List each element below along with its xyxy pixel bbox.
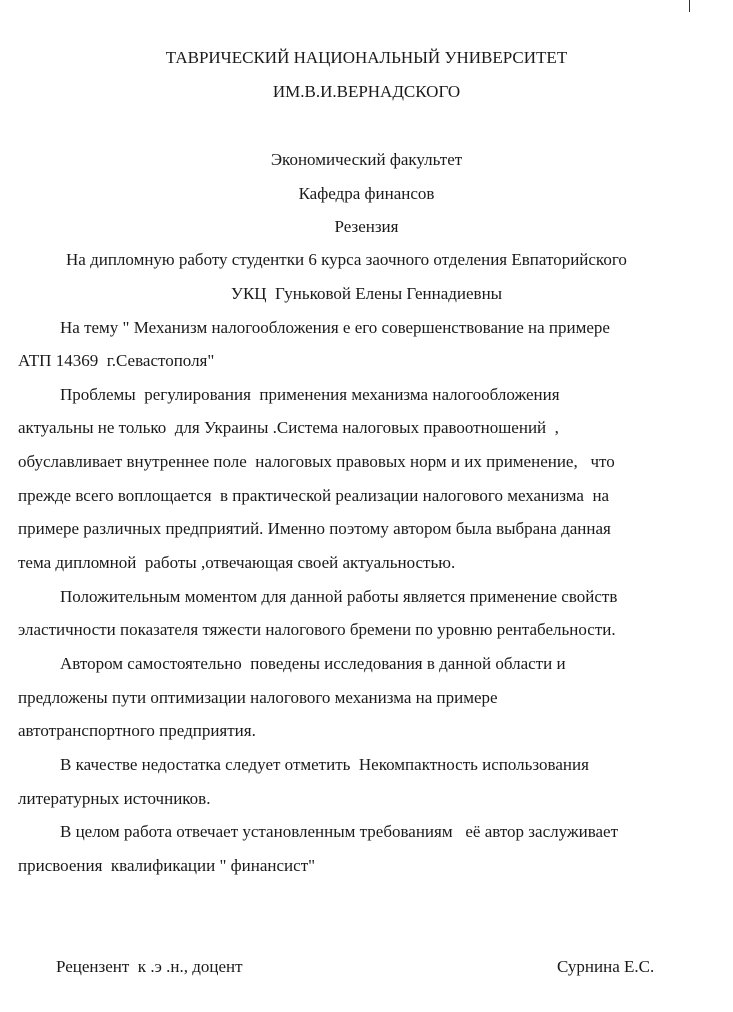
paragraph-line: Положительным моментом для данной работы является применение свойств [60, 587, 618, 606]
paragraph-line: присвоения квалификации " финансист" [18, 856, 316, 875]
paragraph-line: эластичности показателя тяжести налогового бремени по уровню рентабельности. [18, 620, 616, 639]
paragraph-line: Проблемы регулирования применения механизма налогообложения [60, 385, 560, 404]
university-name-continued: ИМ.В.И.ВЕРНАДСКОГО [272, 82, 461, 101]
paragraph-line: обуславливает внутреннее поле налоговых правовых норм и их применение, что [18, 452, 615, 471]
paragraph-line: В качестве недостатка следует отметить Некомпактность использования [60, 755, 589, 774]
paragraph-line: примере различных предприятий. Именно поэтому автором была выбрана данная [18, 519, 611, 538]
subject-line: На дипломную работу студентки 6 курса заочного отделения Евпаторийского [66, 250, 627, 269]
page-edge-mark [689, 0, 690, 12]
paragraph-line: предложены пути оптимизации налогового механизма на примере [18, 688, 498, 707]
reviewer-title: Рецензент к .э .н., доцент [56, 957, 243, 976]
topic-line-continued: АТП 14369 г.Севастополя" [18, 351, 215, 370]
topic-line: На тему " Механизм налогообложения е его совершенствование на примере [60, 318, 610, 337]
document-type: Резензия [334, 217, 399, 236]
paragraph-line: В целом работа отвечает установленным требованиям её автор заслуживает [60, 822, 619, 841]
reviewer-name: Сурнина Е.С. [557, 957, 655, 976]
university-name: ТАВРИЧЕСКИЙ НАЦИОНАЛЬНЫЙ УНИВЕРСИТЕТ [165, 48, 568, 67]
paragraph-line: прежде всего воплощается в практической реализации налогового механизма на [18, 486, 610, 505]
faculty-name: Экономический факультет [270, 150, 463, 169]
paragraph-line: автотранспортного предприятия. [18, 721, 256, 740]
paragraph-line: тема дипломной работы ,отвечающая своей актуальностью. [18, 553, 456, 572]
department-name: Кафедра финансов [298, 184, 435, 203]
paragraph-line: актуальны не только для Украины .Система налоговых правоотношений , [18, 418, 559, 437]
student-name: УКЦ Гуньковой Елены Геннадиевны [230, 284, 503, 303]
paragraph-line: Автором самостоятельно поведены исследования в данной области и [60, 654, 566, 673]
paragraph-line: литературных источников. [18, 789, 211, 808]
